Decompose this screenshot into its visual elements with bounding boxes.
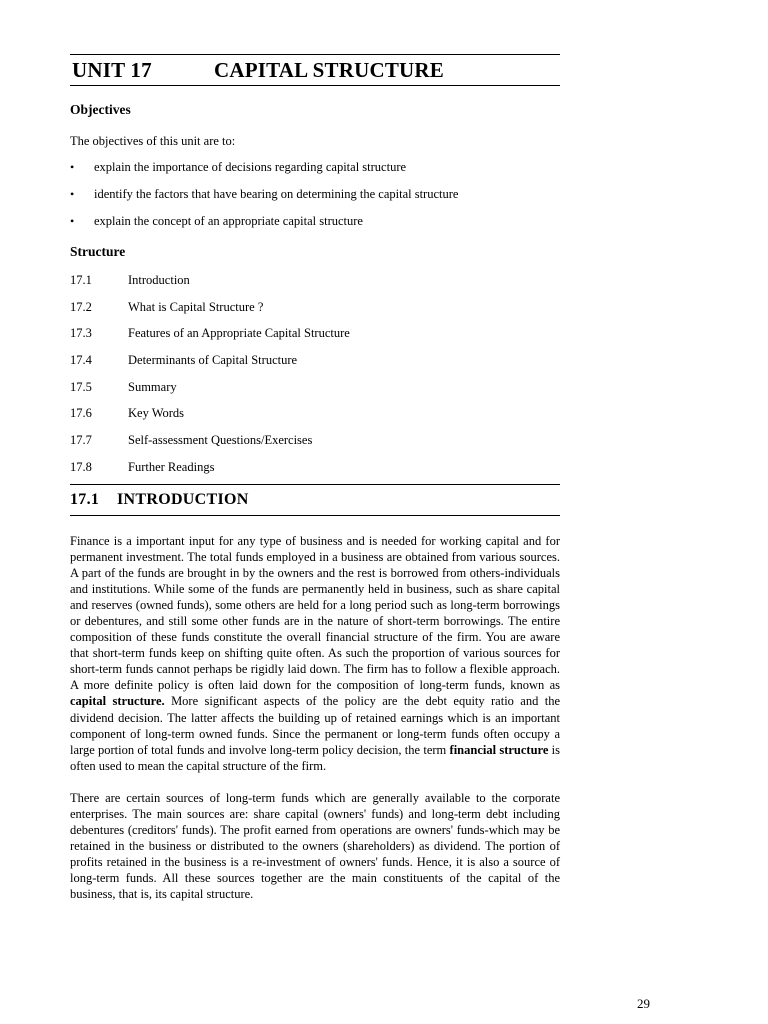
section-bottom-rule — [70, 515, 560, 516]
list-item: • explain the importance of decisions regarding capital structure — [70, 160, 407, 174]
bullet-icon: • — [70, 160, 75, 174]
section-title — [70, 485, 560, 515]
unit-title-text: CAPITAL STRUCTURE — [214, 58, 444, 82]
list-item: • identify the factors that have bearing on determining the capital structure — [70, 187, 459, 201]
objectives-list — [70, 159, 560, 240]
section-number: 17.1 — [70, 490, 100, 508]
list-item: • explain the concept of an appropriate capital structure — [70, 214, 363, 228]
toc-item-introduction: 17.1 Introduction — [70, 273, 190, 287]
toc-item-summary: 17.5 Summary — [70, 379, 177, 394]
structure-list — [70, 272, 560, 486]
page-content — [70, 54, 560, 903]
structure-heading: Structure — [70, 244, 126, 259]
toc-item-determinants: 17.4 Determinants of Capital Structure — [70, 353, 298, 368]
intro-paragraph-1: Finance is a important input for any type of business and is needed for working capital and for permanent investment. The total funds employed in a business are obtained from various sources. A part of the funds are brought in by the owners and the rest is borrowed from others-individuals and institutions. While some of the funds are permanently held in business, such as share capital and reserves (owned funds), some others are held for a long period such as long-term borrowings or debentures, and still some other funds are in the nature of short-term borrowings. The entire composition of these funds constitute the overall financial structure of the firm. You are aware that short-term funds keep on shifting quite often. As such the proportion of various sources for short-term funds cannot perhaps be rigidly laid down. The firm has to follow a flexible approach. A more definite policy is often laid down for the composition of long-term funds, known as capital structure. More significant aspects of the policy are the debt equity ratio and the dividend decision. The latter affects the building up of retained earnings which is an important component of long-term owned funds. Since the permanent or long-term funds often occupy a large portion of total funds and involve long-term policy decision, the term financial structure is often used to mean the capital structure of the firm. — [70, 533, 561, 773]
term-capital-structure: capital structure. — [70, 694, 165, 709]
toc-item-what-is: 17.2 What is Capital Structure ? — [70, 299, 264, 314]
toc-item-further-readings: 17.8 Further Readings — [70, 459, 215, 474]
unit-number: UNIT 17 — [72, 58, 152, 82]
objectives-intro: The objectives of this unit are to: — [70, 134, 236, 148]
term-financial-structure: financial structure — [449, 742, 549, 757]
toc-item-key-words: 17.6 Key Words — [70, 406, 185, 421]
page-number: 29 — [637, 996, 650, 1011]
bullet-icon: • — [70, 187, 75, 201]
bullet-icon: • — [70, 214, 75, 228]
intro-paragraph-2: There are certain sources of long-term funds which are generally available to the corporate enterprises. The main sources are: share capital (owners' funds) and long-term debt including debentures (creditors' funds). The profit earned from operations are owners' funds-which may be retained in the business or distributed to the owners (shareholders) as dividend. The portion of profits retained in the business is a re-investment of owners' funds. Hence, it is also a source of long-term funds. All these sources together are the main constituents of the capital of the business, that is, its capital structure. — [70, 790, 560, 902]
objectives-heading: Objectives — [70, 102, 131, 117]
unit-title-rule — [70, 85, 560, 86]
toc-item-self-assessment: 17.7 Self-assessment Questions/Exercises — [70, 433, 313, 448]
toc-item-features: 17.3 Features of an Appropriate Capital Structure — [70, 326, 350, 341]
section-title-text: INTRODUCTION — [117, 490, 249, 508]
unit-title — [70, 55, 560, 85]
